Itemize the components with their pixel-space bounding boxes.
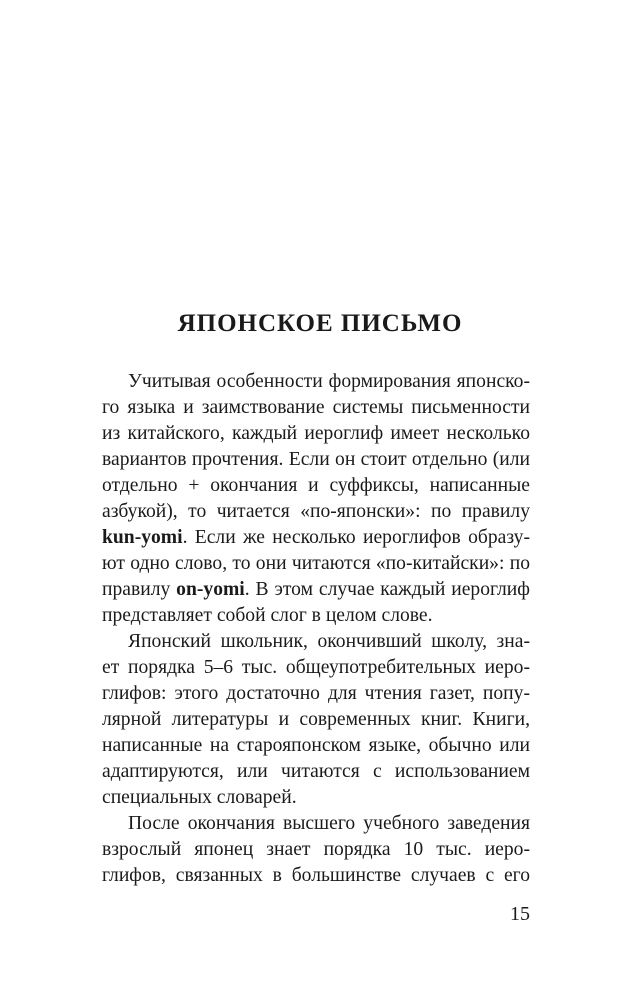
paragraph-1-line-2: го языка и заимствование системы письменности xyxy=(102,397,530,418)
paragraph-2-line-7: специальных словарей. xyxy=(102,787,297,808)
page-number: 15 xyxy=(510,903,530,925)
paragraph-1-line-3: из китайского, каждый иероглиф имеет несколько xyxy=(102,423,530,444)
paragraph-2-line-1: Японский школьник, окончивший школу, зна- xyxy=(128,631,530,652)
paragraph-1-line-9 xyxy=(102,577,530,603)
term-kun-yomi: kun-yomi xyxy=(102,527,183,548)
paragraph-2-line-3: глифов: этого достаточно для чтения газет, попу- xyxy=(102,683,530,704)
line-text: . Если же несколько иероглифов образу- xyxy=(182,527,530,548)
paragraph-3-line-1: После окончания высшего учебного заведения xyxy=(128,813,530,834)
paragraph-1-line-10: представляет собой слог в целом слове. xyxy=(102,605,433,626)
paragraph-2-line-5: написанные на старояпонском языке, обычно или xyxy=(102,735,530,756)
paragraph-1-line-1: Учитывая особенности формирования японско- xyxy=(128,371,530,392)
paragraph-2-line-4: лярной литературы и современных книг. Книги, xyxy=(102,709,530,730)
paragraph-1-line-8: ют одно слово, то они читаются «по-китайски»: по xyxy=(102,553,530,574)
term-on-yomi: on-yomi xyxy=(176,579,245,600)
line-text: правилу xyxy=(102,579,177,600)
chapter-title: ЯПОНСКОЕ ПИСЬМО xyxy=(177,310,463,337)
paragraph-3-line-2: взрослый японец знает порядка 10 тыс. иеро- xyxy=(102,839,530,860)
paragraph-3-line-3: глифов, связанных в большинстве случаев с его xyxy=(102,865,530,886)
paragraph-1-line-7 xyxy=(102,525,530,551)
paragraph-1-line-6: азбукой), то читается «по-японски»: по правилу xyxy=(102,501,530,522)
paragraph-2-line-2: ет порядка 5–6 тыс. общеупотребительных иеро- xyxy=(102,657,530,678)
paragraph-1-line-4: вариантов прочтения. Если он стоит отдельно (или xyxy=(102,449,530,470)
line-text: . В этом случае каждый иероглиф xyxy=(244,579,530,600)
paragraph-2-line-6: адаптируются, или читаются с использованием xyxy=(102,761,530,782)
paragraph-1-line-5: отдельно + окончания и суффиксы, написанные xyxy=(102,475,530,496)
